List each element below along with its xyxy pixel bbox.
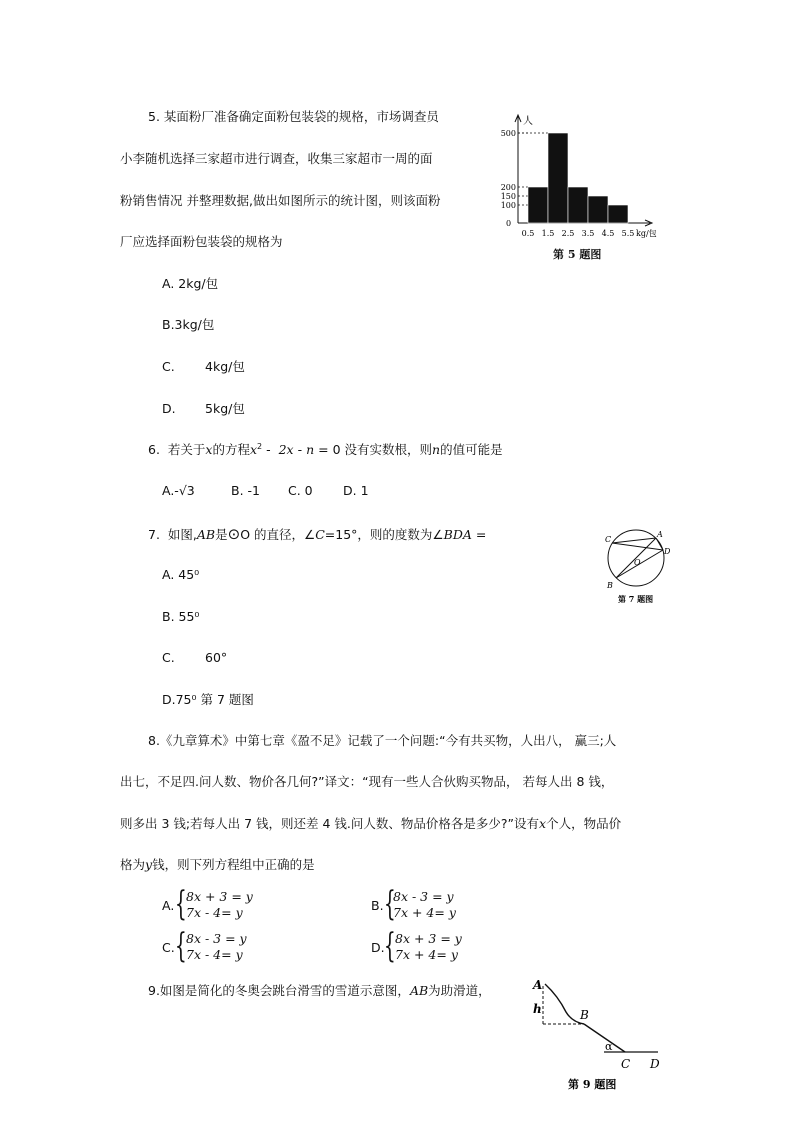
q8-option-d-eq2: 7x + 4= y [395, 947, 458, 962]
q9-label-c: C [621, 1057, 631, 1071]
q9-slope-curve-ab [545, 984, 584, 1024]
q7-bda: BDA [443, 527, 472, 542]
q7-chord-ca [612, 538, 656, 543]
q8-option-c-letter: C. [162, 940, 175, 955]
q6-text-3: = 0 没有实数根，则 [318, 442, 433, 458]
histogram-bar [588, 196, 608, 223]
histogram-y-tick-label: 100 [500, 201, 516, 210]
q8-option-d-eq1: 8x + 3 = y [395, 931, 462, 946]
q5-line-3: 粉销售情况 并整理数据,做出如图所示的统计图，则该面粉 [120, 193, 441, 208]
q7-option-c-letter: C. [162, 650, 175, 665]
q7-ab: AB [196, 527, 216, 542]
q8-line-4-b: 钱，则下列方程组中正确的是 [152, 857, 315, 872]
q6-eq-minus-1: - [266, 442, 271, 458]
q8-option-c-brace: { [174, 926, 187, 966]
q6-number: 6. [148, 442, 160, 458]
q6-eq-n: n [306, 442, 315, 458]
q9-ski-slope-figure [528, 976, 668, 1096]
q9-line-1-a: 9.如图是简化的冬奥会跳台滑雪的雪道示意图， [148, 983, 410, 998]
q7-option-d: D.75⁰ 第 7 题图 [162, 692, 254, 707]
q7-text-3: O 的直径，∠ [240, 527, 316, 542]
q9-label-alpha: α [605, 1040, 613, 1053]
q6-option-a: A.-√3 [162, 483, 195, 498]
q8-line-4-a: 格为 [120, 857, 146, 872]
q7-label-a: A [657, 530, 663, 539]
histogram-x-tick-label: 5.5 [621, 229, 635, 238]
q5-line-4: 厂应选择面粉包装袋的规格为 [120, 234, 283, 249]
q9-line-1 [148, 985, 491, 998]
q6-option-d: D. 1 [343, 483, 369, 498]
histogram-y-tick-label: 150 [500, 192, 516, 201]
q8-option-a-eq1: 8x + 3 = y [186, 889, 253, 904]
q8-option-d-letter: D. [371, 940, 385, 955]
q8-option-b-eq1: 8x - 3 = y [393, 889, 454, 904]
q8-line-4 [120, 859, 315, 872]
histogram-bar [568, 187, 588, 223]
q6-var-n: n [432, 442, 441, 458]
q5-option-d-letter: D. [162, 401, 176, 416]
q8-option-a-brace: { [174, 884, 187, 924]
q7-label-o: O [634, 558, 641, 567]
q5-figure-caption: 第 5 题图 [553, 248, 602, 261]
q8-line-2: 出七，不足四.问人数、物价各几何?”译文：“现有一些人合伙购买物品， 若每人出 8 钱， [120, 774, 614, 789]
q5-option-a: A. 2kg/包 [162, 276, 219, 291]
q5-option-c-letter: C. [162, 359, 175, 374]
q7-option-a: A. 45⁰ [162, 567, 200, 582]
q7-text-4: =15°，则的度数为∠ [324, 527, 444, 542]
histogram-x-tick-label: 1.5 [541, 229, 555, 238]
q8-option-a-letter: A. [162, 898, 175, 913]
q5-histogram-chart [490, 108, 680, 243]
q8-line-1: 8.《九章算术》中第七章《盈不足》记载了一个问题:“今有共买物，人出八， 赢三;人 [148, 733, 617, 748]
histogram-y-tick-label: 200 [500, 183, 516, 192]
histogram-x-tick-label: 2.5 [561, 229, 575, 238]
q7-text-5: = [471, 527, 487, 542]
q8-line-3-end: 个人，物品价 [546, 816, 622, 831]
q6-text-4: 的值可能是 [440, 442, 503, 458]
histogram-bar [608, 205, 628, 223]
q7-option-b: B. 55⁰ [162, 609, 200, 624]
histogram-bar [548, 133, 568, 223]
q6-line [148, 443, 503, 457]
q9-label-h: h [533, 1002, 542, 1016]
histogram-origin-label: 0 [506, 219, 512, 228]
histogram-x-tick-label: 3.5 [581, 229, 595, 238]
q7-option-c-text: 60° [205, 650, 228, 665]
q5-option-b: B.3kg/包 [162, 317, 215, 332]
q9-line-1-b: 为助滑道， [428, 983, 491, 998]
q8-line-3 [120, 818, 621, 831]
q6-eq-exponent: 2 [257, 442, 263, 451]
q5-line-1: 5. 某面粉厂准备确定面粉包装袋的规格，市场调查员 [148, 109, 439, 124]
q7-line [148, 527, 486, 542]
q8-option-c-eq1: 8x - 3 = y [186, 931, 247, 946]
q7-figure-caption: 第 7 题图 [618, 594, 654, 604]
histogram-x-label: kg/包 [636, 229, 657, 238]
histogram-x-tick-label: 0.5 [521, 229, 535, 238]
histogram-x-tick-label: 4.5 [601, 229, 615, 238]
q8-var-y: y [145, 857, 153, 872]
q7-chord-cd [612, 543, 663, 550]
q6-text-1: 若关于 [167, 442, 206, 458]
q8-option-b-letter: B. [371, 898, 384, 913]
q9-figure-caption: 第 9 题图 [568, 1078, 617, 1091]
q7-label-b: B [607, 581, 613, 590]
q8-option-d-brace: { [383, 926, 396, 966]
q6-eq-2x: 2x [278, 442, 294, 458]
q7-chord-ad [656, 538, 663, 550]
q6-option-b: B. -1 [231, 483, 260, 498]
q9-ab: AB [409, 983, 429, 998]
q7-label-d: D [664, 547, 671, 556]
q6-eq-x: x [249, 442, 258, 458]
q8-option-b-brace: { [383, 884, 396, 924]
q7-number: 7. [148, 527, 160, 542]
q7-c: C [315, 527, 325, 542]
q5-option-c-text: 4kg/包 [205, 359, 245, 374]
q5-line-2: 小李随机选择三家超市进行调查，收集三家超市一周的面 [120, 151, 433, 166]
q5-option-d-text: 5kg/包 [205, 401, 245, 416]
q7-label-c: C [605, 535, 612, 544]
q6-var-x: x [205, 442, 213, 458]
q7-circle-figure [598, 526, 680, 608]
q9-label-d: D [650, 1057, 660, 1071]
q8-var-x: x [539, 816, 547, 831]
histogram-y-label: 人 [523, 116, 533, 127]
q9-label-b: B [580, 1008, 589, 1022]
q6-text-2: 的方程 [212, 442, 250, 458]
histogram-bar [528, 187, 548, 223]
q6-eq-minus-2: - [297, 442, 303, 458]
q8-option-c-eq2: 7x - 4= y [186, 947, 243, 962]
q9-label-a: A [533, 978, 543, 992]
q8-option-b-eq2: 7x + 4= y [393, 905, 456, 920]
q7-circle-symbol: ⊙ [227, 525, 241, 543]
q8-option-a-eq2: 7x - 4= y [186, 905, 243, 920]
q7-text-1: 如图, [167, 527, 197, 542]
q7-text-2: 是 [215, 527, 228, 542]
q8-line-3-text: 则多出 3 钱;若每人出 7 钱，则还差 4 钱.问人数、物品价格各是多少?”设有 [120, 816, 539, 831]
histogram-y-tick-label: 500 [500, 129, 516, 138]
q6-option-c: C. 0 [288, 483, 313, 498]
